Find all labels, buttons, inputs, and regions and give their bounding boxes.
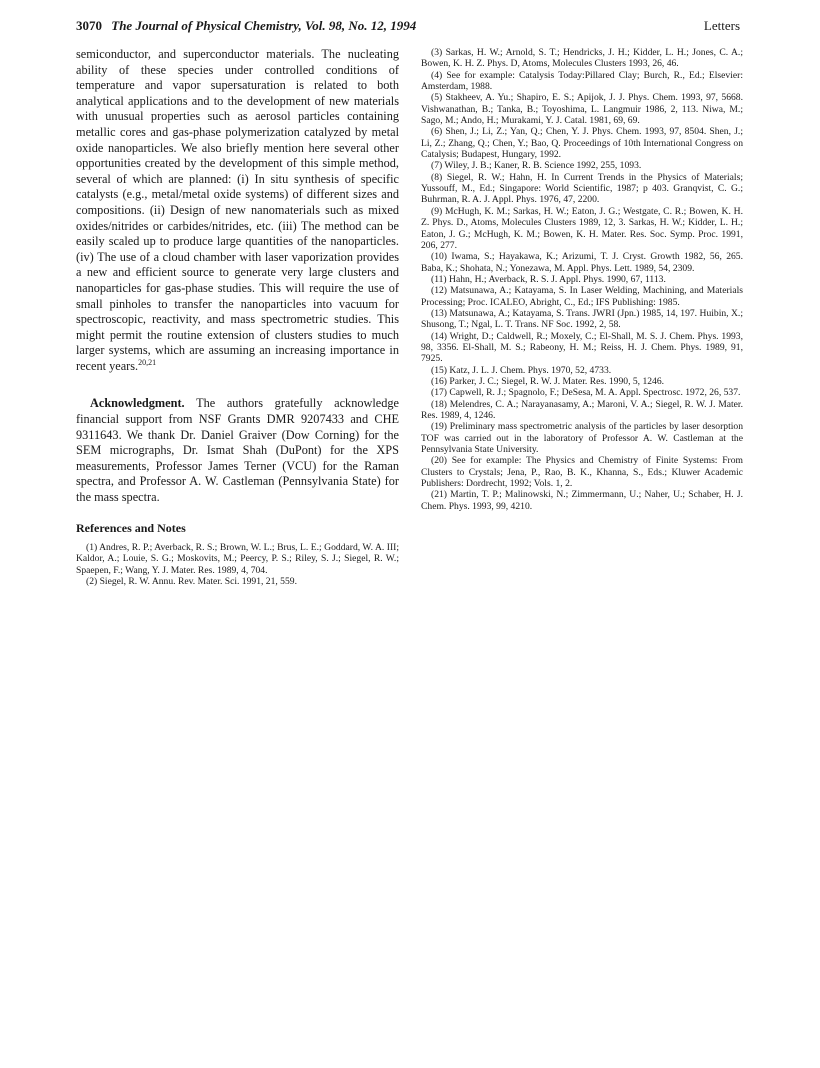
- body-paragraph: [76, 47, 399, 374]
- acknowledgment-text: The authors gratefully acknowledge financial support from NSF Grants DMR 9207433 and CHE 9311643. We thank Dr. Daniel Graiver (Dow Corning) for the SEM micrographs, Dr. Ismat Shah (DuPont) for the XPS measurements, Professor James Terner (VCU) for the Raman spectra, and Professor A. W. Castleman (Pennsylvania State) for the mass spectra.: [76, 396, 399, 505]
- reference-item: (6) Shen, J.; Li, Z.; Yan, Q.; Chen, Y. J. Phys. Chem. 1993, 97, 8504. Shen, J.; Li, Z.; Zhang, Q.; Chen, Y.; Bao, Q. Proceedings of 10th International Congress on Catalysis; Budapest, Hungary, 1992.: [421, 126, 743, 161]
- page-number: 3070: [76, 18, 102, 33]
- reference-item: (13) Matsunawa, A.; Katayama, S. Trans. JWRI (Jpn.) 1985, 14, 197. Huibin, X.; Shusong, T.; Ngal, L. T. Trans. NF Soc. 1992, 2, 58.: [421, 307, 743, 331]
- running-header: [76, 18, 740, 38]
- reference-item: (17) Capwell, R. J.; Spagnolo, F.; DeSesa, M. A. Appl. Spectrosc. 1972, 26, 537.: [431, 387, 741, 399]
- reference-item: (19) Preliminary mass spectrometric analysis of the particles by laser desorption TOF was carried out in the laboratory of Professor A. W. Castleman at the Pennsylvania State University.: [421, 421, 743, 456]
- reference-item: (4) See for example: Catalysis Today:Pillared Clay; Burch, R., Ed.; Elsevier: Amsterdam, 1988.: [421, 69, 743, 93]
- reference-item: (2) Siegel, R. W. Annu. Rev. Mater. Sci. 1991, 21, 559.: [86, 576, 297, 588]
- reference-item: (7) Wiley, J. B.; Kaner, R. B. Science 1992, 255, 1093.: [431, 160, 642, 172]
- reference-item: (15) Katz, J. L. J. Chem. Phys. 1970, 52, 4733.: [431, 364, 612, 376]
- reference-item: (1) Andres, R. P.; Averback, R. S.; Brown, W. L.; Brus, L. E.; Goddard, W. A. III; Kaldor, A.; Louie, S. G.; Moskovits, M.; Peercy, P. S.; Riley, S. J.; Siegel, R. W.; Spaepen, F.; Wang, Y. J. Mater. Res. 1989, 4, 704.: [76, 541, 399, 576]
- right-column: [421, 47, 743, 512]
- reference-item: (18) Melendres, C. A.; Narayanasamy, A.; Maroni, V. A.; Siegel, R. W. J. Mater. Res. 1989, 4, 1246.: [421, 398, 743, 421]
- acknowledgment-paragraph: [76, 396, 399, 505]
- left-column: [76, 47, 399, 588]
- section-label: Letters: [703, 18, 740, 33]
- acknowledgment-heading: Acknowledgment.: [90, 396, 185, 411]
- journal-citation: The Journal of Physical Chemistry, Vol. 98, No. 12, 1994: [111, 18, 417, 33]
- body-paragraph-text: semiconductor, and superconductor materials. The nucleating ability of these species under controlled conditions of temperature and vapor supersaturation is related to both analytical applications and to the development of new materials with unusual properties such as aerosol particles containing metallic cores and gas-phase polymerization catalyzed by metal oxide nanoparticles. We also briefly mention here several other opportunities created by the development of this simple method, several of which are planned: (i) In situ synthesis of specific catalysts (e.g., metal/metal oxide systems) of different sizes and compositions. (ii) Design of new nanomaterials such as mixed oxides/nitrides or carbides/nitrides, etc. (iii) The method can be easily scaled up to produce large quantities of the nanoparticles. (iv) The use of a cloud chamber with laser vaporization provides a new and efficient source to generate very large clusters and nanoparticles for gas-phase studies. This will require the use of small pinholes to transfer the nanoparticles into vacuum for spectroscopic, reactivity, and mass spectrometric studies. This might permit the routine extension of clusters studies to much larger systems, which are assuming an increasing importance in recent years.: [76, 47, 399, 373]
- reference-item: (3) Sarkas, H. W.; Arnold, S. T.; Hendricks, J. H.; Kidder, L. H.; Jones, C. A.; Bowen, K. H. Z. Phys. D, Atoms, Molecules Clusters 1993, 26, 46.: [421, 47, 743, 70]
- citation-superscript: 20,21: [138, 357, 157, 367]
- reference-item: (21) Martin, T. P.; Malinowski, N.; Zimmermann, U.; Naher, U.; Schaber, H. J. Chem. Phys. 1993, 99, 4210.: [421, 489, 743, 512]
- reference-item: (5) Stakheev, A. Yu.; Shapiro, E. S.; Apijok, J. J. Phys. Chem. 1993, 97, 5668. Vishwanathan, B.; Tanka, B.; Toyoshima, L. Langmuir 1986, 2, 113. Niwa, M.; Sago, M.; Ando, H.; Murakami, Y. J. Catal. 1981, 69, 69.: [421, 92, 743, 127]
- reference-item: (14) Wright, D.; Caldwell, R.; Moxely, C.; El-Shall, M. S. J. Chem. Phys. 1993, 98, 3356. El-Shall, M. S.; Rabeony, H. M.; Reiss, H. J. Chem. Phys. 1989, 91, 7925.: [421, 330, 743, 365]
- reference-item: (9) McHugh, K. M.; Sarkas, H. W.; Eaton, J. G.; Westgate, C. R.; Bowen, K. H. Z. Phys. D., Atoms, Molecules Clusters 1989, 12, 3. Sarkas, H. W.; Kidder, L. H.; Eaton, J. G.; McHugh, K. M.; Bowen, K. H. Mater. Res. Soc. Symp. Proc. 1991, 206, 277.: [421, 205, 743, 251]
- references-heading: References and Notes: [76, 520, 186, 535]
- reference-item: (12) Matsunawa, A.; Katayama, S. In Laser Welding, Machining, and Materials Processing; Proc. ICALEO, Abright, C., Ed.; IFS Publishing: 1985.: [421, 285, 743, 308]
- reference-item: (8) Siegel, R. W.; Hahn, H. In Current Trends in the Physics of Materials; Yussouff, M., Ed.; Singapore: World Scientific, 1987; p 403. Granqvist, C. G.; Buhrman, R. A. J. Appl. Phys. 1976, 47, 2200.: [421, 171, 743, 206]
- reference-item: (16) Parker, J. C.; Siegel, R. W. J. Mater. Res. 1990, 5, 1246.: [431, 375, 665, 387]
- reference-item: (10) Iwama, S.; Hayakawa, K.; Arizumi, T. J. Cryst. Growth 1982, 56, 265. Baba, K.; Shohata, N.; Yonezawa, M. Appl. Phys. Lett. 1989, 54, 2309.: [421, 251, 743, 274]
- reference-item: (11) Hahn, H.; Averback, R. S. J. Appl. Phys. 1990, 67, 1113.: [431, 273, 666, 285]
- reference-item: (20) See for example: The Physics and Chemistry of Finite Systems: From Clusters to Crystals; Jena, P., Rao, B. K., Khanna, S., Eds.; Kluwer Academic Publishers: Dordrecht, 1992; Vols. 1, 2.: [421, 455, 743, 490]
